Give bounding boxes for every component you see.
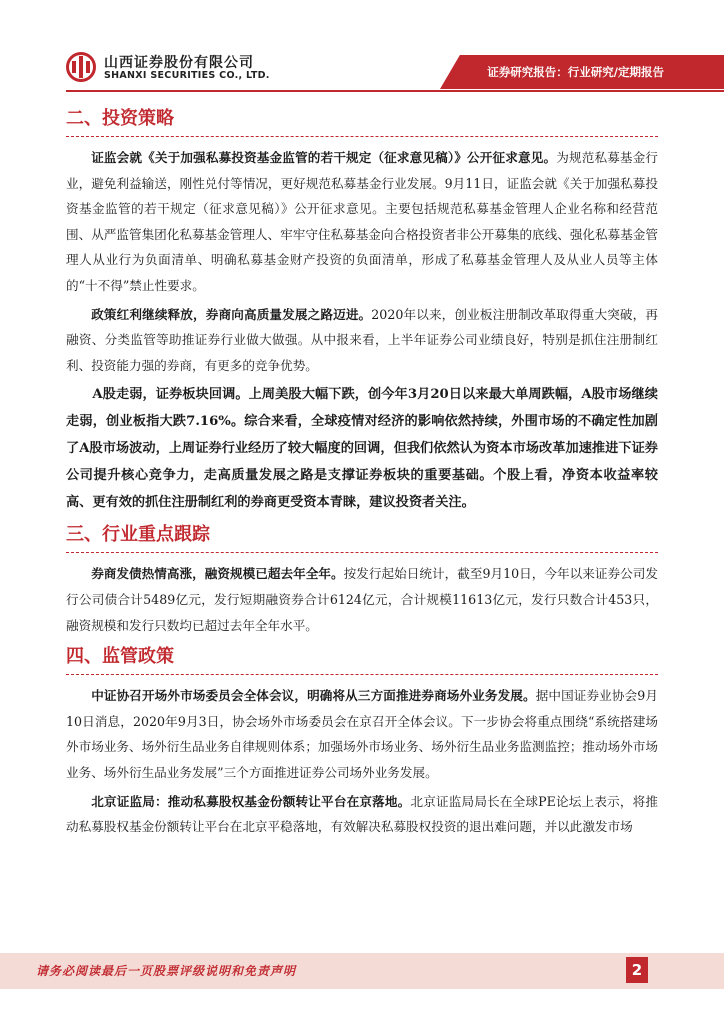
paragraph-lead: 中证协召开场外市场委员会全体会议，明确将从三方面推进券商场外业务发展。: [91, 688, 536, 704]
paragraph: [66, 381, 658, 516]
paragraph: [66, 683, 658, 785]
paragraph-lead: A股走弱，证券板块回调。上周美股大幅下跌，创今年3月20日以来最大单周跌幅，A股市场继续走弱，创业板指大跌7.16%。综合来看，全球疫情对经济的影响依然持续，外围市场的不确定性加剧了A股市场波动，上周证券行业经历了较大幅度的回调，但我们依然认为资本市场改革加速推进下证券公司提升核心竞争力，走高质量发展之路是支撑证券板块的重要基础。个股上看，净资本收益率较高、更有效的抓住注册制红利的券商更受资本青睐，建议投资者关注。: [66, 387, 658, 511]
paragraph-lead: 北京证监局：推动私募股权基金份额转让平台在京落地。: [91, 793, 411, 809]
paragraph-text: 2020年以来，创业板注册制改革取得重大突破，再融资、分类监管等助推证券行业做大做强。从中报来看，上半年证券公司业绩良好，特别是抓住注册制红利、投资能力强的券商，有更多的竞争优势。: [66, 306, 658, 373]
paragraph: [66, 145, 658, 299]
paragraph-text: 为规范私募基金行业，避免利益输送，刚性兑付等情况，更好规范私募基金行业发展。9月11日，证监会就《关于加强私募投资基金监管的若干规定（征求意见稿）》公开征求意见。主要包括规范私募基金管理人企业名称和经营范围、从严监管集团化私募基金管理人、牢牢守住私募基金向合格投资者非公开募集的底线、强化私募基金管理人从业行为负面清单、明确私募基金财产投资的负面清单，形成了私募基金管理人及从业人员等主体的“十不得”禁止性要求。: [66, 150, 659, 293]
paragraph-lead: 政策红利继续释放，券商向高质量发展之路迈进。: [91, 306, 372, 322]
header-divider: [66, 90, 724, 92]
section-heading-regulation: 四、监管政策: [66, 644, 658, 675]
shanxi-securities-logo-icon: [66, 52, 96, 82]
page-header: [0, 0, 724, 92]
paragraph-lead: 券商发债热情高涨，融资规模已超去年全年。: [91, 566, 344, 582]
company-name-en: SHANXI SECURITIES CO., LTD.: [104, 70, 270, 81]
section-heading-strategy: 二、投资策略: [66, 106, 658, 137]
paragraph-text: 按发行起始日统计，截至9月10日，今年以来证券公司发行公司债合计5489亿元，发行短期融资券合计6124亿元，合计规模11613亿元，发行只数合计453只，融资规模和发行只数均已超过去年全年水平。: [66, 566, 658, 633]
paragraph: [66, 789, 658, 840]
report-body: [66, 100, 658, 843]
page-number: 2: [626, 957, 648, 983]
paragraph: [66, 302, 658, 379]
paragraph-lead: 证监会就《关于加强私募投资基金监管的若干规定（征求意见稿）》公开征求意见。: [91, 150, 557, 165]
paragraph-text: 北京证监局局长在全球PE论坛上表示，将推动私募股权基金份额转让平台在北京平稳落地，有效解决私募股权投资的退出难问题，并以此激发市场: [66, 793, 659, 835]
disclaimer-notice: 请务必阅读最后一页股票评级说明和免责声明: [36, 964, 297, 978]
report-type-label: 证券研究报告：行业研究/定期报告: [487, 65, 664, 79]
section-heading-tracking: 三、行业重点跟踪: [66, 522, 658, 553]
company-name-cn: 山西证券股份有限公司: [104, 55, 254, 71]
paragraph-text: 据中国证券业协会9月10日消息，2020年9月3日，协会场外市场委员会在京召开全体会议。下一步协会将重点围绕“系统搭建场外市场业务、场外衍生品业务自律规则体系；加强场外市场业务、场外衍生品业务监测监控；推动场外市场业务、场外衍生品业务发展”三个方面推进证券公司场外业务发展。: [66, 688, 658, 780]
paragraph: [66, 561, 658, 638]
